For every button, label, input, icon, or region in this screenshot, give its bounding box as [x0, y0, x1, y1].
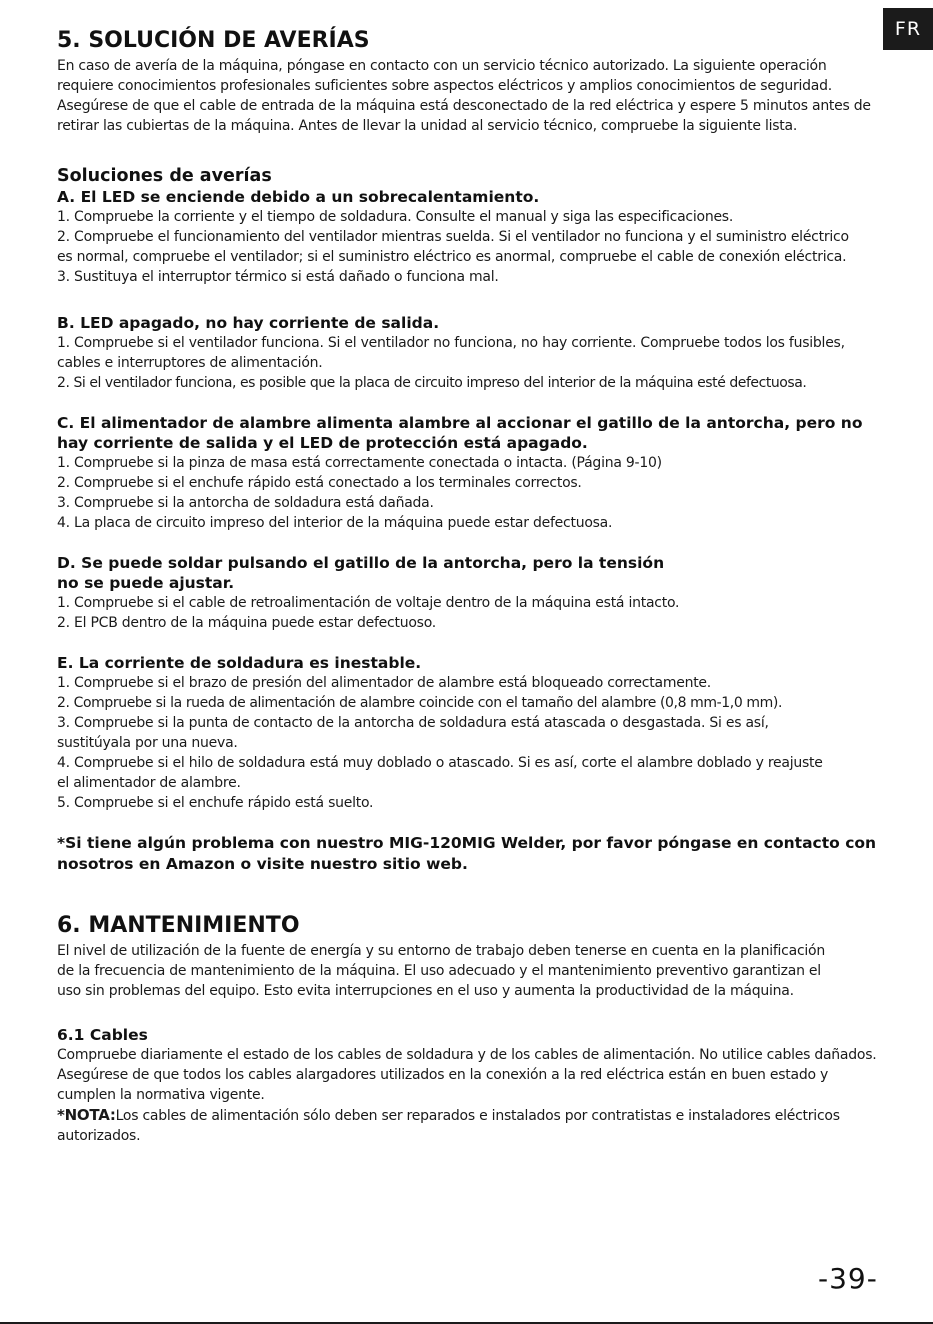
section-5-title: 5. SOLUCIÓN DE AVERÍAS [57, 28, 370, 53]
issue-a-item: 1. Compruebe la corriente y el tiempo de soldadura. Consulte el manual y siga las especificaciones. [57, 209, 734, 225]
issue-a [57, 187, 897, 287]
issue-e-item: 3. Compruebe si la punta de contacto de la antorcha de soldadura está atascada o desgastada. Si es así, sustitúyala por una nueva. [57, 715, 769, 751]
issue-e [57, 653, 897, 813]
issue-e-item: 5. Compruebe si el enchufe rápido está suelto. [57, 795, 374, 811]
issue-d-title: D. Se puede soldar pulsando el gatillo de la antorcha, pero la tensión no se puede ajustar. [57, 554, 665, 592]
issue-b-item: 2. Si el ventilador funciona, es posible que la placa de circuito impreso del interior de la máquina esté defectuosa. [57, 375, 807, 391]
cables-section [57, 1025, 897, 1146]
section-6-title: 6. MANTENIMIENTO [57, 913, 300, 938]
nota-text: Los cables de alimentación sólo deben ser reparados e instalados por contratistas e instaladores eléctricos autorizados. [57, 1108, 840, 1144]
section-5-intro: En caso de avería de la máquina, póngase en contacto con un servicio técnico autorizado. La siguiente operación requiere conocimientos profesionales suficientes sobre aspectos eléctricos y amplios conocimientos de seguridad. Asegúrese de que el cable de entrada de la máquina está desconectado de la red eléctrica y espere 5 minutos antes de retirar las cubiertas de la máquina. Antes de llevar la unidad al servicio técnico, compruebe la siguiente lista. [57, 58, 871, 134]
cables-text: Compruebe diariamente el estado de los cables de soldadura y de los cables de alimentación. No utilice cables dañados. Asegúrese de que todos los cables alargadores utilizados en la conexión a la red eléctrica están en buen estado y cumplen la normativa vigente. [57, 1047, 877, 1103]
troubleshooting-subtitle: Soluciones de averías [57, 166, 272, 186]
issue-d-item: 2. El PCB dentro de la máquina puede estar defectuoso. [57, 615, 436, 631]
issue-e-item: 4. Compruebe si el hilo de soldadura está muy doblado o atascado. Si es así, corte el alambre doblado y reajuste el alimentador de alambre. [57, 755, 823, 791]
issue-b [57, 313, 897, 393]
issue-a-item: 2. Compruebe el funcionamiento del ventilador mientras suelda. Si el ventilador no funciona y el suministro eléctrico es normal, compruebe el ventilador; si el suministro eléctrico es anormal, compruebe el cable de conexión eléctrica. [57, 229, 849, 265]
page-content [57, 26, 897, 1146]
issue-e-item: 1. Compruebe si el brazo de presión del alimentador de alambre está bloqueado correctamente. [57, 675, 711, 691]
issue-c-item: 4. La placa de circuito impreso del interior de la máquina puede estar defectuosa. [57, 515, 613, 531]
issue-c [57, 413, 897, 533]
issue-a-item: 3. Sustituya el interruptor térmico si está dañado o funciona mal. [57, 269, 499, 285]
contact-note: *Si tiene algún problema con nuestro MIG-120MIG Welder, por favor póngase en contacto con nosotros en Amazon o visite nuestro sitio web. [57, 834, 877, 873]
issue-c-title: C. El alimentador de alambre alimenta alambre al accionar el gatillo de la antorcha, pero no hay corriente de salida y el LED de protección está apagado. [57, 414, 863, 452]
issue-a-title: A. El LED se enciende debido a un sobrecalentamiento. [57, 188, 540, 206]
section-6-intro: El nivel de utilización de la fuente de energía y su entorno de trabajo deben tenerse en cuenta en la planificación de la frecuencia de mantenimiento de la máquina. El uso adecuado y el mantenimiento preventivo garantizan el uso sin problemas del equipo. Esto evita interrupciones en el uso y aumenta la productividad de la máquina. [57, 943, 825, 999]
page-number: -39- [818, 1262, 878, 1295]
issue-d [57, 553, 897, 633]
issue-c-item: 3. Compruebe si la antorcha de soldadura está dañada. [57, 495, 434, 511]
issue-c-item: 2. Compruebe si el enchufe rápido está conectado a los terminales correctos. [57, 475, 582, 491]
nota-label: *NOTA: [57, 1106, 116, 1124]
issue-e-item: 2. Compruebe si la rueda de alimentación de alambre coincide con el tamaño del alambre (0,8 mm-1,0 mm). [57, 695, 782, 711]
issue-b-title: B. LED apagado, no hay corriente de salida. [57, 314, 440, 332]
issue-e-title: E. La corriente de soldadura es inestable. [57, 654, 422, 672]
cables-note [57, 1105, 847, 1146]
issue-c-item: 1. Compruebe si la pinza de masa está correctamente conectada o intacta. (Página 9-10) [57, 455, 662, 471]
cables-title: 6.1 Cables [57, 1026, 148, 1044]
issue-d-item: 1. Compruebe si el cable de retroalimentación de voltaje dentro de la máquina está intacto. [57, 595, 680, 611]
language-tab: FR [883, 8, 933, 50]
issue-b-item: 1. Compruebe si el ventilador funciona. Si el ventilador no funciona, no hay corriente. Compruebe todos los fusibles, cables e interruptores de alimentación. [57, 335, 845, 371]
